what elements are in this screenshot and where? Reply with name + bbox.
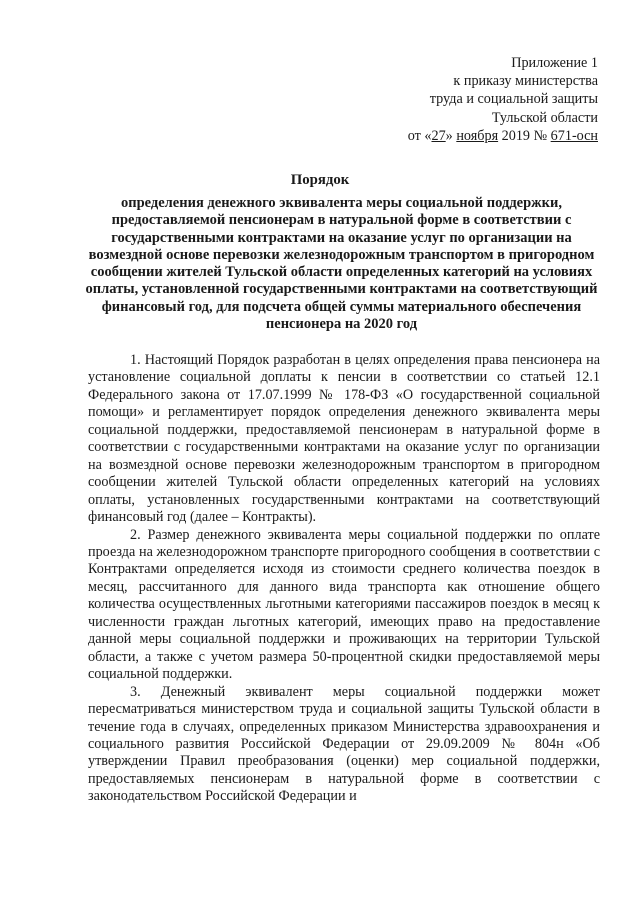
- order-reference: к приказу министерства: [453, 73, 598, 90]
- paragraph-2: 2. Размер денежного эквивалента меры социальной поддержки по оплате проезда на железнодорожном транспорте пригородного сообщения в соответствии с Контрактами определяется исходя из стоимости среднего количества поездок в месяц, рассчитанного для данного вида транспорта как отношение общего количества осуществленных льготными категориями пассажиров поездок в месяц к численности граждан льготных категорий, имеющих право на предоставление данной меры социальной поддержки и проживающих на территории Тульской области, а также с учетом размера 50-процентной скидки предоставляемой меры социальной поддержки.: [88, 526, 600, 683]
- order-year: 2019 №: [498, 127, 551, 144]
- ministry-name: труда и социальной защиты: [429, 91, 598, 108]
- paragraph-1: 1. Настоящий Порядок разработан в целях определения права пенсионера на установление социальной доплаты к пенсии в соответствии со статьей 12.1 Федерального закона от 17.07.1999 № 178-ФЗ «О государственной социальной помощи» и регламентирует порядок определения денежного эквивалента меры социальной поддержки, предоставляемой пенсионерам в натуральной форме в соответствии с государственными контрактами на оказание услуг по организации на возмездной основе перевозки железнодорожным транспортом в пригородном сообщении жителей Тульской области определенных категорий на условиях оплаты, установленных государственными контрактами на соответствующий финансовый год (далее – Контракты).: [88, 352, 600, 526]
- document-subtitle: определения денежного эквивалента меры социальной поддержки, предоставляемой пенсионерам в натуральной форме в соответствии с государственными контрактами на оказание услуг по организации на возмездной основе перевозки железнодорожным транспортом в пригородном сообщении жителей Тульской области определенных категорий на условиях оплаты, установленной государственными контрактами на соответствующий финансовый год, для подсчета общей суммы материального обеспечения пенсионера на 2020 год: [85, 195, 598, 333]
- region-name: Тульской области: [491, 109, 598, 126]
- order-month: ноября: [456, 127, 499, 144]
- appendix-label: Приложение 1: [511, 55, 598, 71]
- order-date-line: [408, 127, 598, 145]
- order-number: 671-осн: [550, 127, 598, 144]
- appendix-header: [408, 54, 598, 145]
- date-prefix: от «: [407, 127, 432, 144]
- order-day: 27: [431, 127, 446, 144]
- document-title: Порядок: [290, 172, 350, 188]
- document-body: [88, 352, 600, 806]
- date-mid: »: [445, 127, 457, 144]
- paragraph-3: 3. Денежный эквивалент меры социальной поддержки может пересматриваться министерством труда и социальной защиты Тульской области в течение года в случаях, определенных приказом Министерства здравоохранения и социального развития Российской Федерации от 29.09.2009 № 804н «Об утверждении Правил преобразования (оценки) мер социальной поддержки, предоставляемых пенсионерам в натуральной форме в соответствии с законодательством Российской Федерации и: [88, 683, 600, 805]
